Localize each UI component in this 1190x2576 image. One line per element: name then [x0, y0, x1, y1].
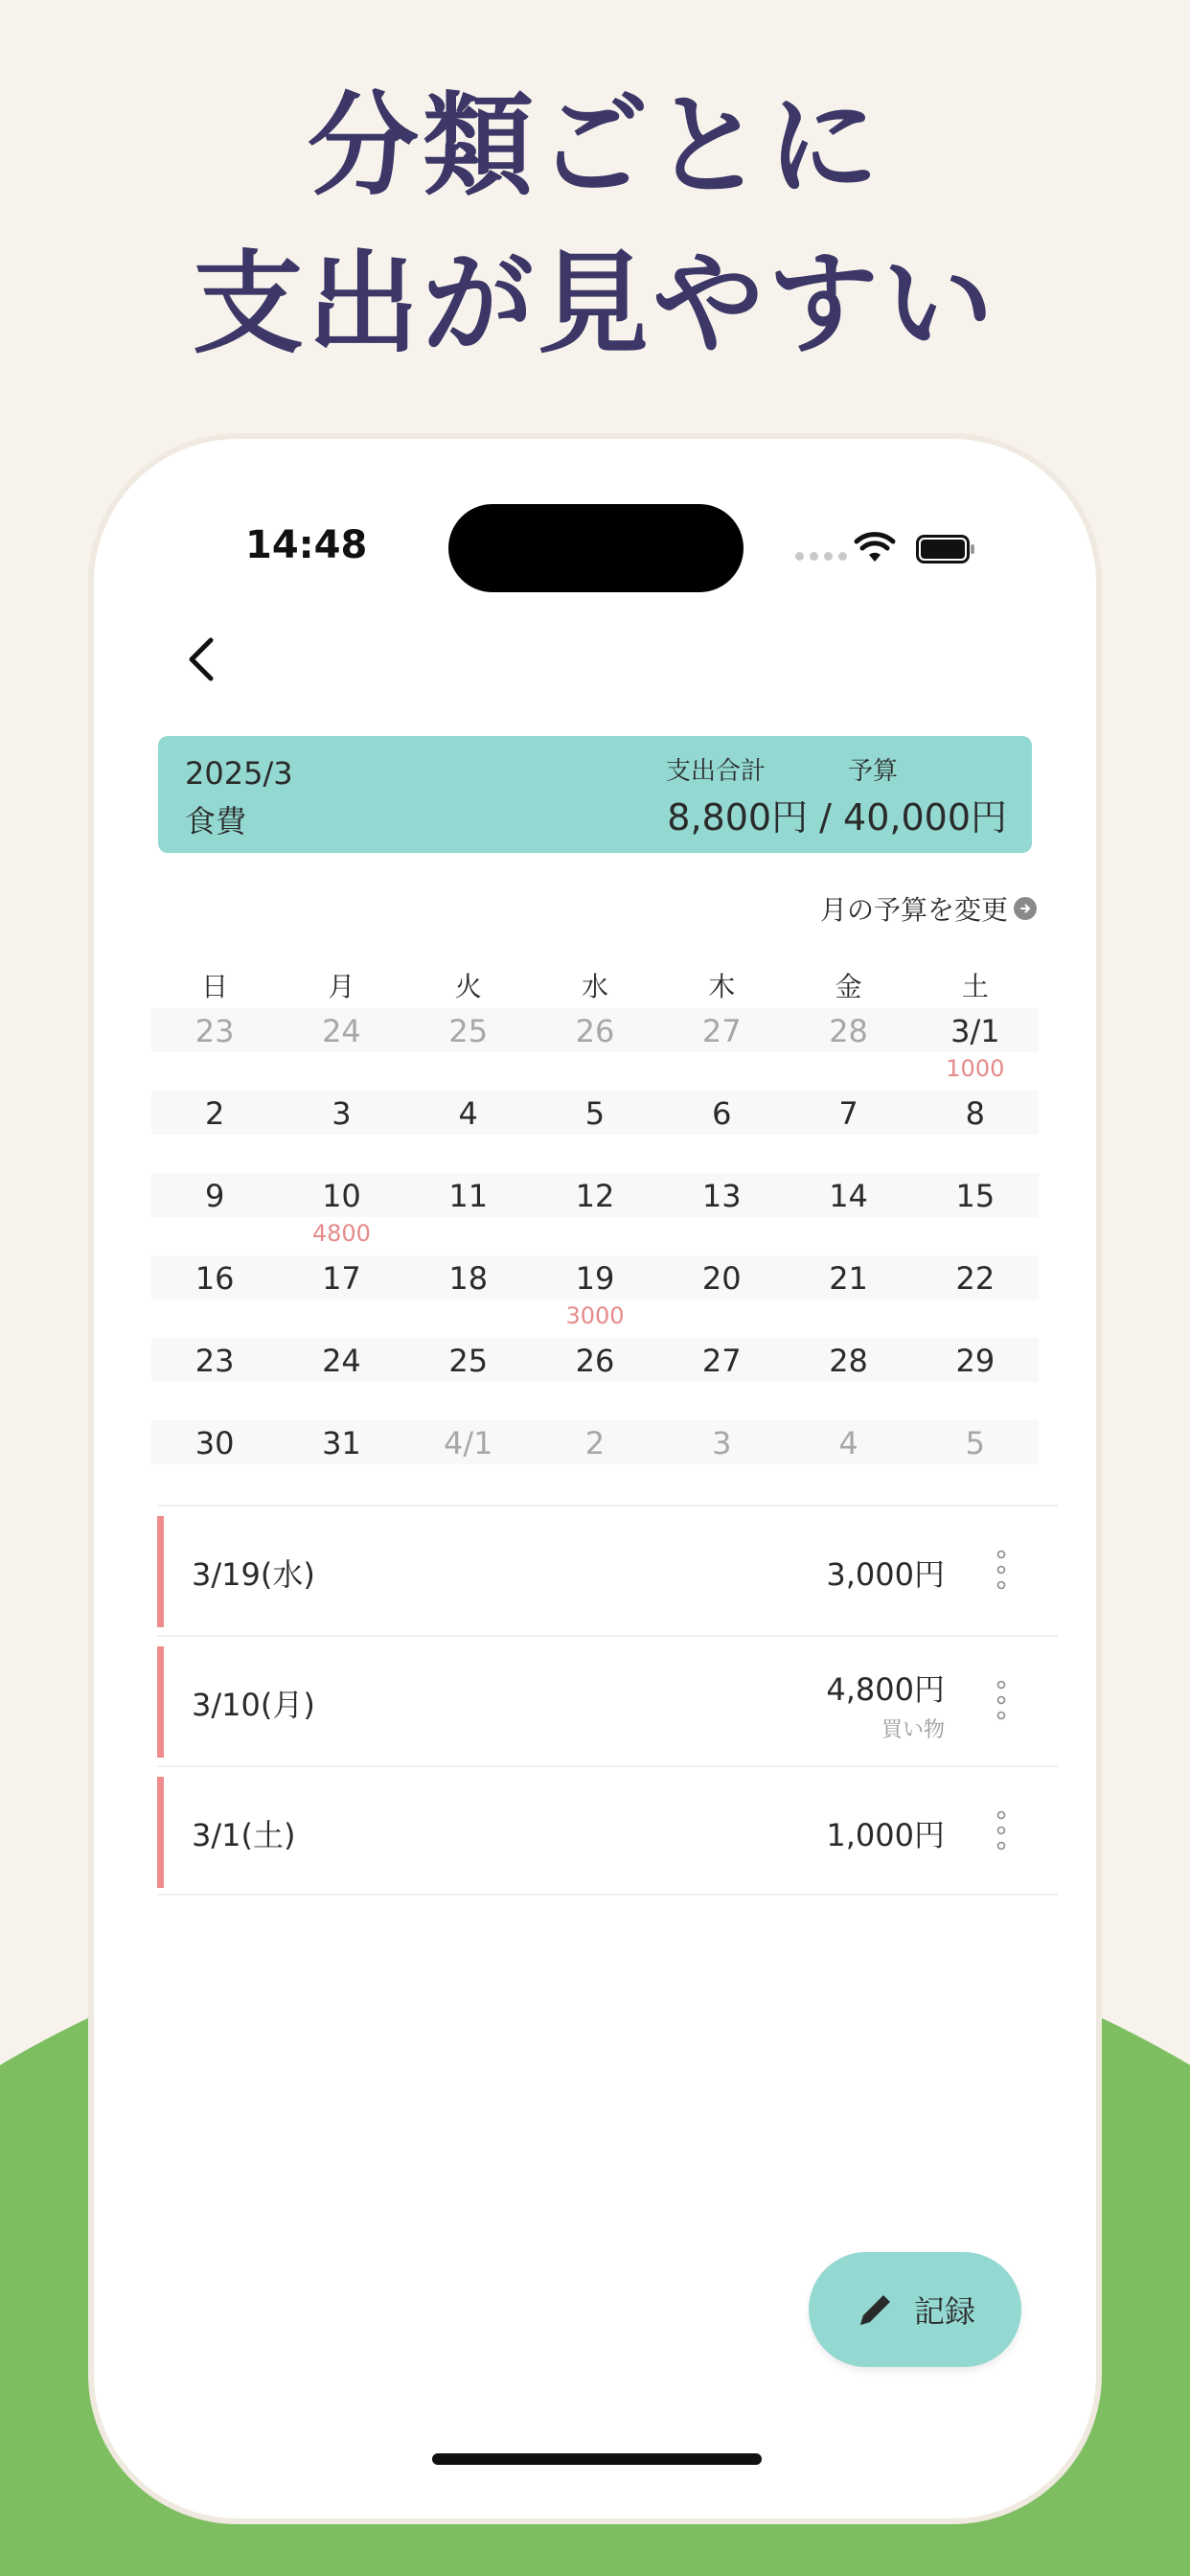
- calendar-day[interactable]: [785, 1008, 911, 1091]
- calendar-week: [151, 1420, 1039, 1503]
- budget-label: 予算: [848, 757, 899, 786]
- calendar-day[interactable]: [278, 1255, 404, 1338]
- change-budget-label: 月の予算を変更: [819, 894, 1008, 926]
- promo-headline: [0, 67, 1190, 383]
- change-budget-link[interactable]: [820, 889, 1037, 928]
- day-number: 29: [955, 1343, 995, 1379]
- calendar-day[interactable]: [151, 1173, 278, 1255]
- calendar-day[interactable]: [658, 1338, 785, 1420]
- day-number: 3/1: [950, 1013, 1000, 1049]
- calendar-day[interactable]: [912, 1091, 1039, 1173]
- day-number: 31: [322, 1425, 361, 1461]
- calendar-day[interactable]: [278, 1173, 404, 1255]
- calendar-day[interactable]: [278, 1008, 404, 1091]
- calendar-day[interactable]: [151, 1338, 278, 1420]
- day-number: 5: [965, 1425, 985, 1461]
- calendar-day[interactable]: [912, 1173, 1039, 1255]
- month-calendar: [151, 966, 1039, 1503]
- day-number: 10: [322, 1178, 361, 1214]
- calendar-day[interactable]: [912, 1008, 1039, 1091]
- day-expense-amount: 3000: [565, 1302, 625, 1329]
- day-number: 9: [204, 1178, 225, 1214]
- calendar-day[interactable]: [405, 1091, 532, 1173]
- entry-memo: 買い物: [881, 1718, 945, 1742]
- weekday-label: 木: [708, 971, 736, 1002]
- day-number: 3: [332, 1095, 352, 1132]
- entry-date: 3/1(土): [192, 1817, 296, 1853]
- calendar-day[interactable]: [532, 1173, 658, 1255]
- day-number: 21: [829, 1260, 868, 1297]
- day-number: 3: [712, 1425, 732, 1461]
- entry-date: 3/10(月): [192, 1687, 315, 1723]
- entry-amount: 1,000円: [826, 1817, 945, 1853]
- day-number: 25: [448, 1343, 489, 1379]
- day-number: 17: [322, 1260, 361, 1297]
- weekday-header: [151, 966, 1039, 1008]
- more-vertical-icon[interactable]: [996, 1549, 1006, 1591]
- calendar-day[interactable]: [532, 1255, 658, 1338]
- record-button[interactable]: [809, 2252, 1021, 2367]
- calendar-day[interactable]: [278, 1338, 404, 1420]
- status-time: 14:48: [245, 523, 368, 567]
- day-number: 5: [584, 1095, 606, 1132]
- calendar-day[interactable]: [278, 1091, 404, 1173]
- day-number: 16: [195, 1260, 235, 1297]
- expense-entry[interactable]: [157, 1505, 1058, 1635]
- expense-entry[interactable]: [157, 1765, 1058, 1896]
- category-color-bar: [157, 1777, 164, 1888]
- more-vertical-icon[interactable]: [996, 1809, 1006, 1852]
- weekday-label: 水: [581, 971, 608, 1002]
- calendar-day[interactable]: [658, 1173, 785, 1255]
- day-number: 24: [322, 1343, 361, 1379]
- back-chevron-icon[interactable]: [174, 631, 232, 688]
- day-number: 24: [322, 1013, 361, 1049]
- summary-month: 2025/3: [185, 755, 293, 792]
- more-vertical-icon[interactable]: [996, 1679, 1006, 1721]
- day-number: 26: [575, 1343, 615, 1379]
- battery-icon: [916, 535, 975, 564]
- calendar-day[interactable]: [912, 1255, 1039, 1338]
- day-number: 12: [575, 1178, 615, 1214]
- expense-list: [157, 1505, 1058, 1896]
- day-number: 25: [448, 1013, 489, 1049]
- day-number: 30: [195, 1425, 235, 1461]
- calendar-day[interactable]: [912, 1338, 1039, 1420]
- day-number: 23: [195, 1013, 235, 1049]
- calendar-day[interactable]: [658, 1008, 785, 1091]
- total-label: 支出合計: [666, 757, 767, 786]
- entry-date: 3/19(水): [192, 1556, 315, 1593]
- day-number: 18: [448, 1260, 489, 1297]
- expense-entry[interactable]: [157, 1635, 1058, 1765]
- calendar-week: [151, 1255, 1039, 1338]
- entry-amount: 4,800円: [826, 1671, 945, 1708]
- calendar-day[interactable]: [912, 1420, 1039, 1503]
- calendar-day[interactable]: [785, 1338, 911, 1420]
- day-number: 7: [838, 1095, 858, 1132]
- calendar-day[interactable]: [151, 1420, 278, 1503]
- category-color-bar: [157, 1516, 164, 1627]
- calendar-day[interactable]: [785, 1173, 911, 1255]
- record-button-label: 記録: [913, 2293, 975, 2330]
- day-number: 22: [955, 1260, 995, 1297]
- weekday-label: 日: [201, 971, 229, 1002]
- home-indicator[interactable]: [432, 2453, 762, 2465]
- day-number: 14: [829, 1178, 868, 1214]
- day-number: 4/1: [443, 1425, 493, 1461]
- calendar-week: [151, 1091, 1039, 1173]
- day-number: 20: [701, 1260, 742, 1297]
- day-number: 2: [204, 1095, 225, 1132]
- calendar-day[interactable]: [532, 1338, 658, 1420]
- total-and-budget-values: 8,800円 / 40,000円: [667, 796, 1007, 839]
- weekday-label: 火: [454, 971, 482, 1002]
- calendar-day[interactable]: [405, 1255, 532, 1338]
- calendar-week: [151, 1008, 1039, 1091]
- calendar-day[interactable]: [405, 1173, 532, 1255]
- day-number: 8: [965, 1095, 985, 1132]
- day-number: 28: [829, 1013, 868, 1049]
- day-number: 6: [712, 1095, 732, 1132]
- weekday-label: 金: [835, 971, 862, 1002]
- day-number: 15: [955, 1178, 995, 1214]
- headline-line-1: 分類ごとに: [308, 81, 882, 211]
- phone-frame: [94, 439, 1096, 2518]
- day-expense-amount: 4800: [311, 1220, 371, 1247]
- calendar-week: [151, 1173, 1039, 1255]
- calendar-day[interactable]: [151, 1255, 278, 1338]
- calendar-day[interactable]: [278, 1420, 404, 1503]
- weekday-label: 土: [961, 971, 989, 1002]
- day-number: 27: [701, 1013, 742, 1049]
- day-number: 26: [575, 1013, 615, 1049]
- calendar-day[interactable]: [151, 1091, 278, 1173]
- calendar-day[interactable]: [785, 1420, 911, 1503]
- day-number: 23: [195, 1343, 235, 1379]
- weekday-label: 月: [328, 971, 355, 1002]
- calendar-day[interactable]: [658, 1091, 785, 1173]
- calendar-day[interactable]: [532, 1091, 658, 1173]
- category-color-bar: [157, 1646, 164, 1758]
- day-number: 2: [584, 1425, 606, 1461]
- day-number: 28: [829, 1343, 868, 1379]
- summary-card: [158, 736, 1032, 853]
- calendar-day[interactable]: [532, 1420, 658, 1503]
- pencil-icon: [855, 2288, 897, 2331]
- calendar-day[interactable]: [658, 1255, 785, 1338]
- calendar-day[interactable]: [151, 1008, 278, 1091]
- arrow-right-circle-icon: [1014, 897, 1037, 920]
- day-number: 27: [701, 1343, 742, 1379]
- calendar-day[interactable]: [405, 1338, 532, 1420]
- dynamic-island: [448, 504, 744, 592]
- calendar-day[interactable]: [785, 1255, 911, 1338]
- calendar-day[interactable]: [405, 1420, 532, 1503]
- day-expense-amount: 1000: [946, 1055, 1005, 1082]
- wifi-icon: [854, 531, 896, 565]
- entry-amount: 3,000円: [826, 1556, 945, 1593]
- day-number: 13: [701, 1178, 742, 1214]
- calendar-week: [151, 1338, 1039, 1420]
- signal-dots-icon: [795, 552, 847, 561]
- day-number: 11: [448, 1178, 489, 1214]
- summary-category: 食費: [185, 803, 247, 840]
- day-number: 4: [458, 1095, 478, 1132]
- day-number: 19: [575, 1260, 615, 1297]
- calendar-day[interactable]: [405, 1008, 532, 1091]
- calendar-day[interactable]: [532, 1008, 658, 1091]
- headline-line-2: 支出が見やすい: [193, 240, 997, 369]
- calendar-day[interactable]: [658, 1420, 785, 1503]
- calendar-day[interactable]: [785, 1091, 911, 1173]
- day-number: 4: [838, 1425, 858, 1461]
